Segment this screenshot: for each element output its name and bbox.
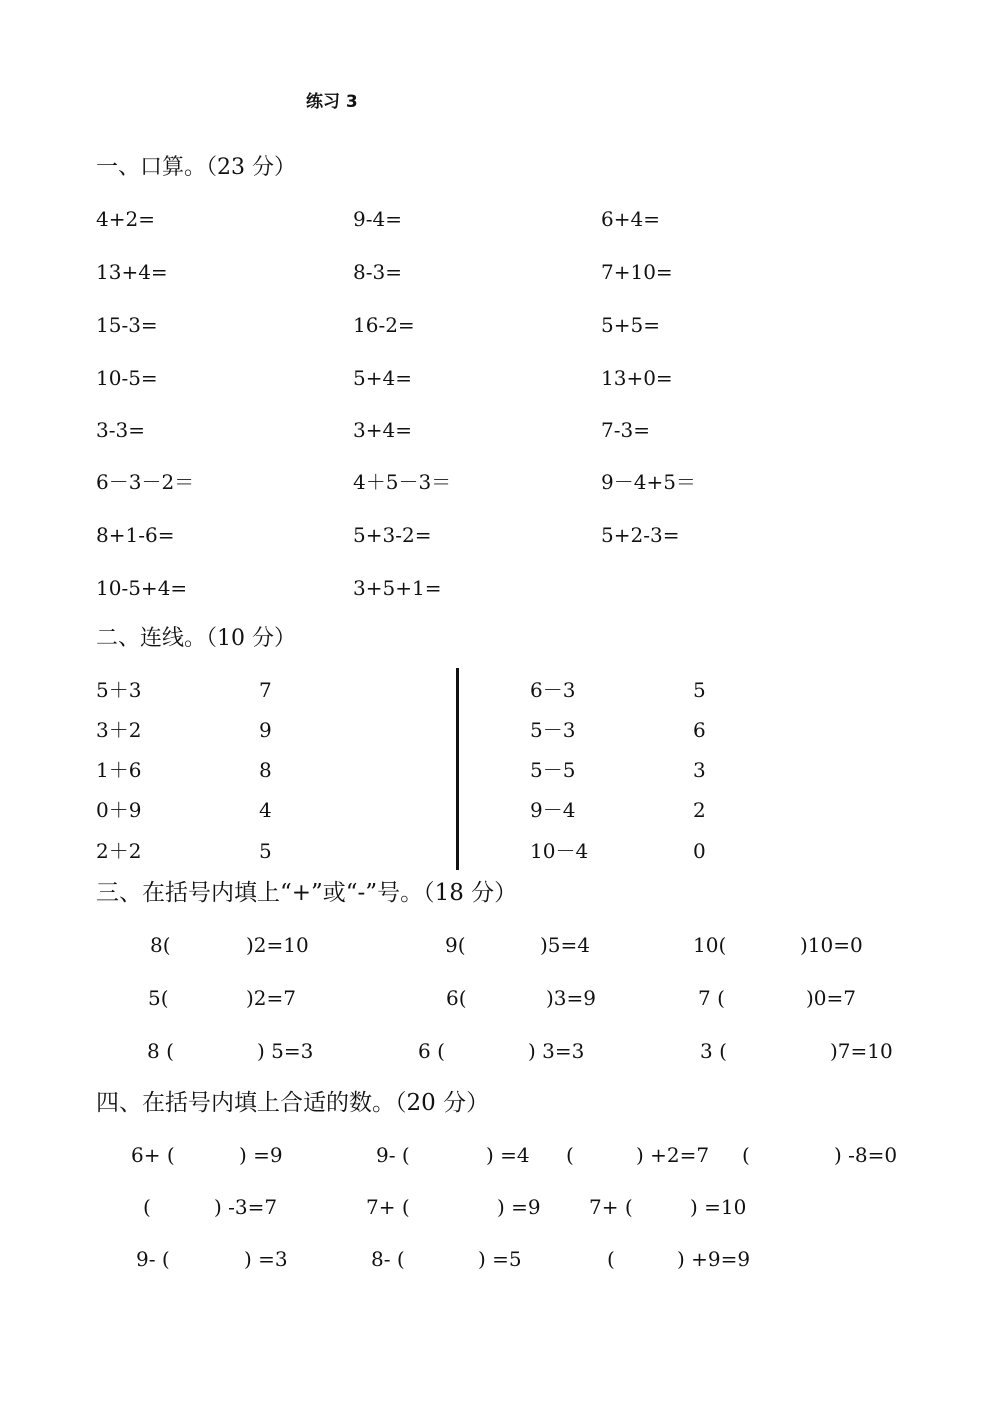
blank-close: )5=4 (540, 933, 591, 957)
blank-close: ) =9 (239, 1143, 283, 1167)
section2-heading: 二、连线。（10 分） (96, 626, 296, 651)
blank-close: )7=10 (830, 1039, 893, 1063)
match-expression: 5－5 (530, 758, 576, 782)
blank-open: 7+ ( (589, 1195, 633, 1219)
calc-item: 5+4= (353, 366, 412, 390)
match-answer: 7 (259, 678, 272, 702)
blank-open: 9- ( (136, 1247, 170, 1271)
match-answer: 8 (259, 758, 272, 782)
blank-close: ) 3=3 (528, 1039, 585, 1063)
match-expression: 9－4 (530, 798, 576, 822)
blank-close: ) =5 (478, 1247, 522, 1271)
blank-close: )0=7 (806, 986, 857, 1010)
calc-item: 16-2= (353, 313, 415, 337)
blank-close: ) -3=7 (214, 1195, 278, 1219)
match-answer: 3 (693, 758, 706, 782)
calc-item: 4＋5－3＝ (353, 470, 452, 494)
calc-item: 9－4+5＝ (601, 470, 696, 494)
calc-item: 9-4= (353, 207, 402, 231)
calc-item: 8+1-6= (96, 523, 175, 547)
blank-open: 6( (446, 986, 467, 1010)
section4-heading: 四、在括号内填上合适的数。（20 分） (96, 1090, 490, 1116)
calc-item: 3+5+1= (353, 576, 442, 600)
matching-divider-line (456, 668, 459, 870)
blank-close: ) =9 (497, 1195, 541, 1219)
calc-item: 5+5= (601, 313, 660, 337)
calc-item: 10-5+4= (96, 576, 188, 600)
match-answer: 5 (693, 678, 706, 702)
match-answer: 4 (259, 798, 272, 822)
calc-item: 4+2= (96, 207, 155, 231)
calc-item: 13+0= (601, 366, 673, 390)
calc-item: 5+3-2= (353, 523, 432, 547)
blank-open: ( (566, 1143, 574, 1167)
section3-heading: 三、在括号内填上“+”或“-”号。（18 分） (96, 880, 518, 906)
match-answer: 6 (693, 718, 706, 742)
match-expression: 10－4 (530, 839, 589, 863)
match-answer: 5 (259, 839, 272, 863)
blank-close: )2=10 (246, 933, 309, 957)
blank-open: ( (742, 1143, 750, 1167)
match-expression: 0＋9 (96, 798, 142, 822)
blank-close: ) +9=9 (677, 1247, 751, 1271)
section1-heading: 一、口算。（23 分） (96, 155, 296, 180)
blank-close: ) -8=0 (834, 1143, 898, 1167)
blank-open: 9- ( (376, 1143, 410, 1167)
calc-item: 13+4= (96, 260, 168, 284)
blank-open: 8( (150, 933, 171, 957)
match-answer: 9 (259, 718, 272, 742)
blank-close: )2=7 (246, 986, 297, 1010)
calc-item: 10-5= (96, 366, 158, 390)
blank-open: ( (607, 1247, 615, 1271)
blank-close: ) =3 (244, 1247, 288, 1271)
blank-open: 3 ( (700, 1039, 727, 1063)
blank-close: ) 5=3 (257, 1039, 314, 1063)
blank-close: )3=9 (546, 986, 597, 1010)
match-answer: 2 (693, 798, 706, 822)
calc-item: 8-3= (353, 260, 402, 284)
blank-open: 10( (693, 933, 727, 957)
calc-item: 7+10= (601, 260, 673, 284)
blank-open: 7+ ( (366, 1195, 410, 1219)
calc-item: 5+2-3= (601, 523, 680, 547)
blank-open: 9( (445, 933, 466, 957)
blank-open: ( (143, 1195, 151, 1219)
calc-item: 7-3= (601, 418, 650, 442)
blank-close: ) =4 (486, 1143, 530, 1167)
blank-close: ) +2=7 (636, 1143, 710, 1167)
calc-item: 6+4= (601, 207, 660, 231)
match-expression: 5＋3 (96, 678, 142, 702)
calc-item: 3-3= (96, 418, 145, 442)
match-expression: 2＋2 (96, 839, 142, 863)
calc-item: 6－3－2＝ (96, 470, 195, 494)
blank-open: 7 ( (698, 986, 725, 1010)
blank-open: 6+ ( (131, 1143, 175, 1167)
match-answer: 0 (693, 839, 706, 863)
page-title: 练习 3 (306, 92, 358, 112)
blank-close: ) =10 (690, 1195, 747, 1219)
match-expression: 1＋6 (96, 758, 142, 782)
blank-open: 6 ( (418, 1039, 445, 1063)
calc-item: 15-3= (96, 313, 158, 337)
blank-close: )10=0 (800, 933, 863, 957)
match-expression: 5－3 (530, 718, 576, 742)
blank-open: 5( (148, 986, 169, 1010)
calc-item: 3+4= (353, 418, 412, 442)
blank-open: 8 ( (147, 1039, 174, 1063)
match-expression: 3＋2 (96, 718, 142, 742)
match-expression: 6－3 (530, 678, 576, 702)
blank-open: 8- ( (371, 1247, 405, 1271)
